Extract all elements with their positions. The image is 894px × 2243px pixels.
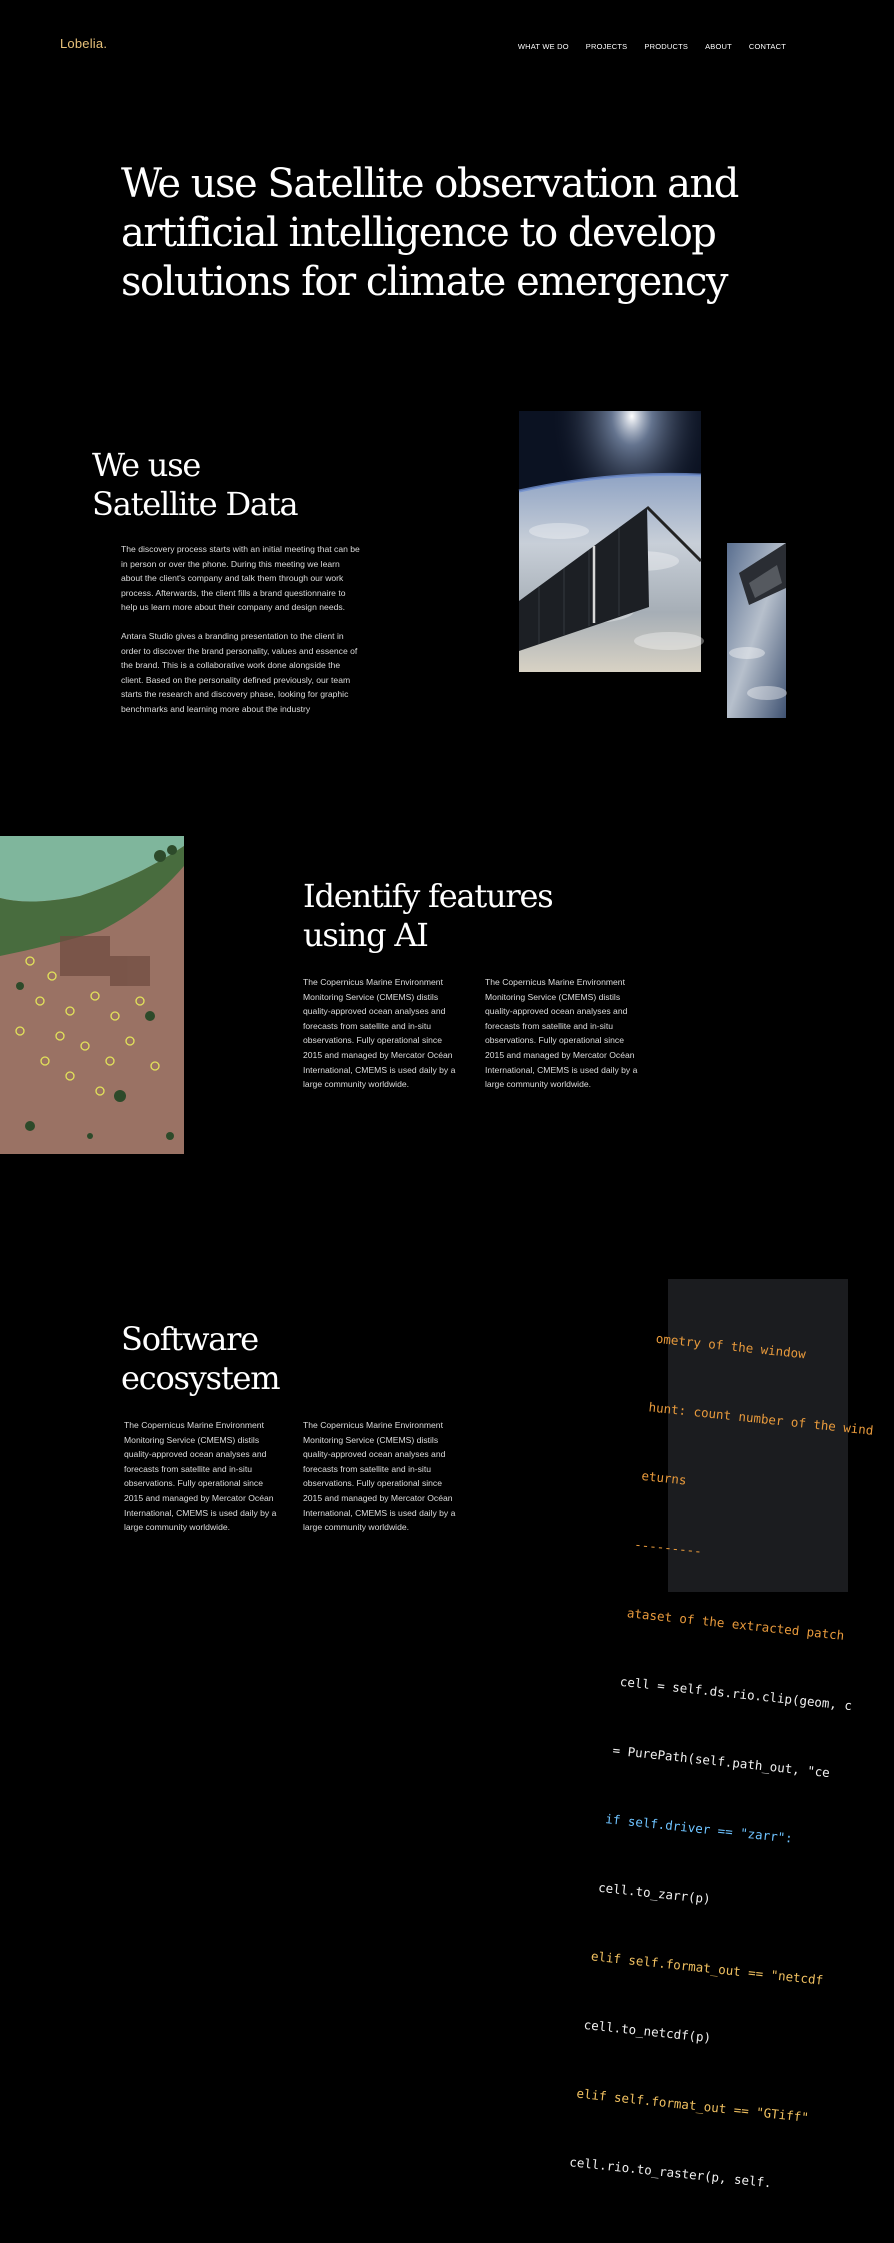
code-line: cell.rio.to_raster(p, self. <box>568 2154 773 2191</box>
ai-column-2: The Copernicus Marine Environment Monitoring Service (CMEMS) distils quality-approved ocean analyses and forecasts from satellite and in-situ observations. Fully operational since 2015 and managed by Mercator Océan International, CMEMS is used daily by a large community worldwide. <box>485 977 638 1090</box>
code-line: ataset of the extracted patch <box>626 1605 845 1643</box>
nav-what-we-do[interactable]: WHAT WE DO <box>517 42 569 51</box>
code-line: --------- <box>633 1536 703 1559</box>
ai-title-line1: Identify features <box>303 877 553 915</box>
satellite-section-title <box>92 446 297 524</box>
satellite-earth-image <box>519 411 701 672</box>
code-line: ometry of the window <box>655 1330 807 1362</box>
code-line: if self.driver == "zarr": <box>604 1811 794 1846</box>
satellite-paragraph-2: Antara Studio gives a branding presentation to the client in order to discover the brand personality, values and essence of the brand. This is a collaborative work done alongside the client. Based on the personality defined previously, our team starts the research and discovery phase, looking for graphic benchmarks and learning more about the industry <box>121 631 358 714</box>
software-column-1: The Copernicus Marine Environment Monitoring Service (CMEMS) distils quality-approved ocean analyses and forecasts from satellite and in-situ observations. Fully operational since 2015 and managed by Mercator Océan International, CMEMS is used daily by a large community worldwide. <box>124 1420 277 1533</box>
code-line: eturns <box>640 1467 688 1488</box>
ai-title-line2: using AI <box>303 916 428 954</box>
ai-terrain-image <box>0 836 184 1154</box>
code-snippet-image <box>568 1279 875 2191</box>
software-title-line1: Software <box>121 1320 258 1358</box>
code-line: = PurePath(self.path_out, "ce <box>611 1742 831 1781</box>
nav-about[interactable]: ABOUT <box>705 42 732 51</box>
satellite-paragraph-1: The discovery process starts with an initial meeting that can be in person or over the phone. During this meeting we learn about the client's company and talk them through our work process. Afterwards, the client fills a brand questionnaire to help us learn more about their company and design needs. <box>121 544 360 613</box>
code-line: cell = self.ds.rio.clip(geom, c <box>619 1673 853 1714</box>
code-line: cell.to_zarr(p) <box>597 1879 712 1907</box>
software-title-line2: ecosystem <box>121 1359 280 1397</box>
satellite-title-line2: Satellite Data <box>92 485 298 523</box>
code-line: hunt: count number of the wind <box>647 1399 875 1438</box>
satellite-title-line1: We use <box>92 446 201 484</box>
code-line: elif self.format_out == "GTiff" <box>575 2085 810 2125</box>
hero-title: We use Satellite observation and artificial intelligence to develop solutions for climate emergency <box>121 161 738 305</box>
code-line: cell.to_netcdf(p) <box>583 2016 712 2046</box>
ai-section-title <box>303 877 552 955</box>
brand-logo[interactable]: Lobelia. <box>60 36 108 51</box>
nav-projects[interactable]: PROJECTS <box>585 42 628 51</box>
main-nav <box>518 42 786 51</box>
software-column-2: The Copernicus Marine Environment Monitoring Service (CMEMS) distils quality-approved ocean analyses and forecasts from satellite and in-situ observations. Fully operational since 2015 and managed by Mercator Océan International, CMEMS is used daily by a large community worldwide. <box>303 1420 456 1533</box>
software-section-title <box>121 1320 279 1398</box>
ai-column-1: The Copernicus Marine Environment Monitoring Service (CMEMS) distils quality-approved ocean analyses and forecasts from satellite and in-situ observations. Fully operational since 2015 and managed by Mercator Océan International, CMEMS is used daily by a large community worldwide. <box>303 977 456 1090</box>
satellite-closeup-image <box>727 543 786 718</box>
nav-products[interactable]: PRODUCTS <box>644 42 689 51</box>
nav-contact[interactable]: CONTACT <box>748 42 786 51</box>
code-line: elif self.format_out == "netcdf <box>590 1948 824 1988</box>
